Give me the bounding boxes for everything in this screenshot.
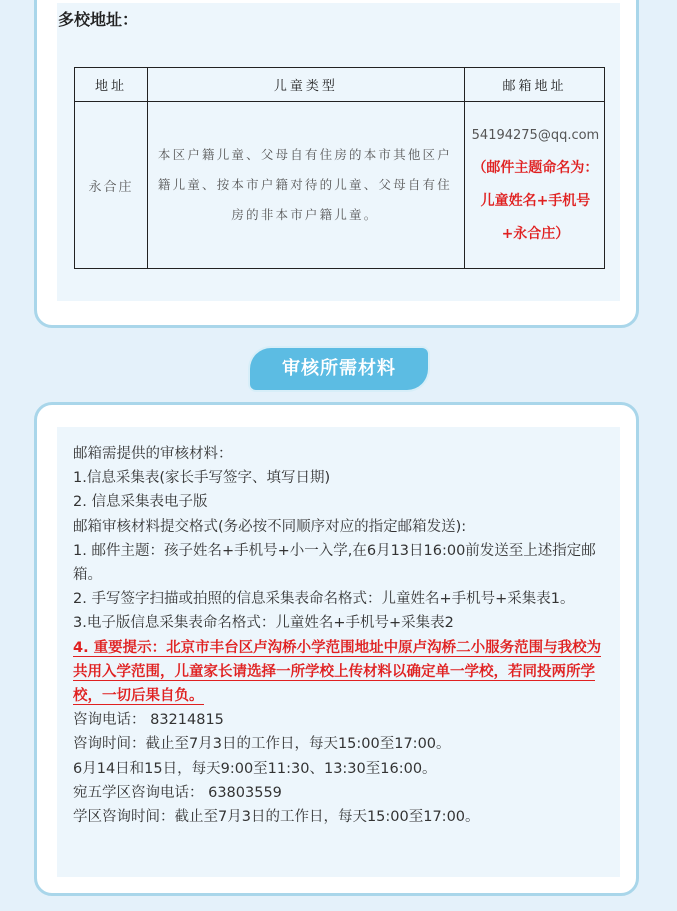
cell-address: 永合庄 [75, 102, 148, 269]
contact-line: 咨询电话： 83214815 [73, 712, 224, 729]
header-address: 地址 [75, 68, 148, 102]
header-child-type: 儿童类型 [147, 68, 464, 102]
table-row [75, 102, 605, 269]
cell-child-type: 本区户籍儿童、父母自有住房的本市其他区户籍儿童、按本市户籍对待的儿童、父母自有住房的非本市户籍儿童。 [147, 102, 464, 269]
materials-line: 2. 手写签字扫描或拍照的信息采集表命名格式：儿童姓名+手机号+采集表1。 [73, 591, 575, 608]
important-warning [73, 636, 613, 709]
section-banner-materials: 审核所需材料 [250, 348, 428, 390]
materials-text [73, 442, 613, 829]
important-warning-text: 4. 重要提示：北京市丰台区卢沟桥小学范围地址中原卢沟桥二小服务范围与我校为共用入学范围，儿童家长请选择一所学校上传材料以确定单一学校，若同投两所学校，一切后果自负。 [73, 639, 602, 705]
contact-line: 6月14日和15日，每天9:00至11:30、13:30至16:00。 [73, 760, 437, 777]
contact-line: 宛五学区咨询电话： 63803559 [73, 784, 282, 801]
materials-line: 1. 邮件主题：孩子姓名+手机号+小一入学,在6月13日16:00前发送至上述指定邮箱。 [73, 542, 596, 584]
address-table [74, 67, 605, 269]
cell-email [464, 102, 604, 269]
materials-line: 邮箱审核材料提交格式(务必按不同顺序对应的指定邮箱发送): [73, 518, 467, 535]
header-email: 邮箱地址 [464, 68, 604, 102]
table-header-row [75, 68, 605, 102]
email-address[interactable]: 54194275@qq.com [471, 127, 600, 143]
section-heading-addresses: 多校地址： [58, 10, 139, 29]
contact-line: 咨询时间：截止至7月3日的工作日，每天15:00至17:00。 [73, 736, 451, 753]
materials-line: 3.电子版信息采集表命名格式：儿童姓名+手机号+采集表2 [73, 615, 454, 632]
materials-line: 2. 信息采集表电子版 [73, 494, 208, 511]
materials-line: 1.信息采集表(家长手写签字、填写日期) [73, 470, 331, 487]
email-subject-note: （邮件主题命名为：儿童姓名+手机号+永合庄） [472, 159, 599, 242]
materials-line: 邮箱需提供的审核材料： [73, 446, 233, 462]
contact-line: 学区咨询时间：截止至7月3日的工作日，每天15:00至17:00。 [73, 809, 480, 826]
